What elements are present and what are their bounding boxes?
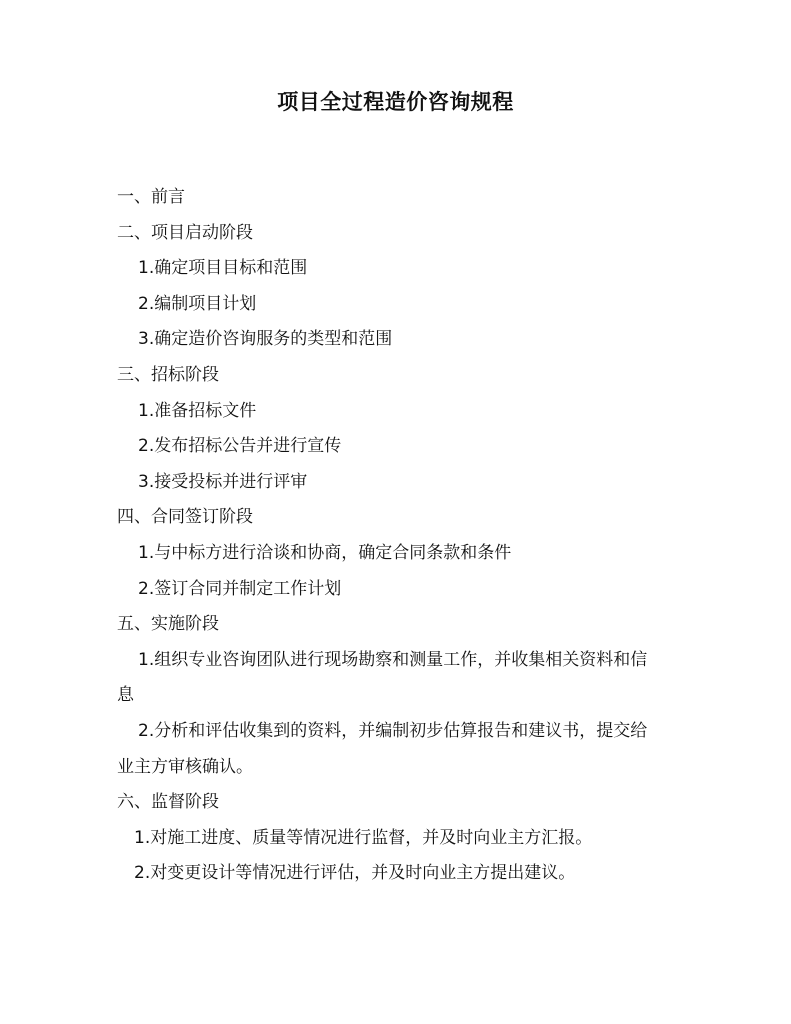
list-item: 1.对施工进度、质量等情况进行监督，并及时向业主方汇报。 [134, 827, 593, 848]
list-item: 1.准备招标文件 [138, 400, 257, 421]
document-body [117, 180, 677, 892]
list-item: 1.组织专业咨询团队进行现场勘察和测量工作，并收集相关资料和信息 [117, 649, 648, 706]
document-title: 项目全过程造价咨询规程 [277, 90, 514, 114]
list-item: 1.与中标方进行洽谈和协商，确定合同条款和条件 [138, 542, 512, 563]
list-item: 1.确定项目目标和范围 [138, 258, 308, 279]
section-heading: 一、前言 [117, 187, 185, 207]
section-heading: 二、项目启动阶段 [117, 222, 253, 243]
section-heading: 五、实施阶段 [117, 614, 219, 635]
list-item: 2.发布招标公告并进行宣传 [138, 436, 342, 457]
section-heading: 四、合同签订阶段 [117, 507, 253, 528]
section-heading: 六、监督阶段 [117, 792, 219, 813]
section-heading: 三、招标阶段 [117, 364, 219, 385]
list-item: 2.编制项目计划 [138, 293, 257, 314]
list-item: 2.签订合同并制定工作计划 [138, 578, 342, 599]
list-item: 3.接受投标并进行评审 [138, 471, 308, 492]
list-item: 2.分析和评估收集到的资料，并编制初步估算报告和建议书，提交给业主方审核确认。 [117, 720, 648, 777]
list-item: 3.确定造价咨询服务的类型和范围 [138, 329, 393, 350]
list-item: 2.对变更设计等情况进行评估，并及时向业主方提出建议。 [134, 863, 576, 884]
